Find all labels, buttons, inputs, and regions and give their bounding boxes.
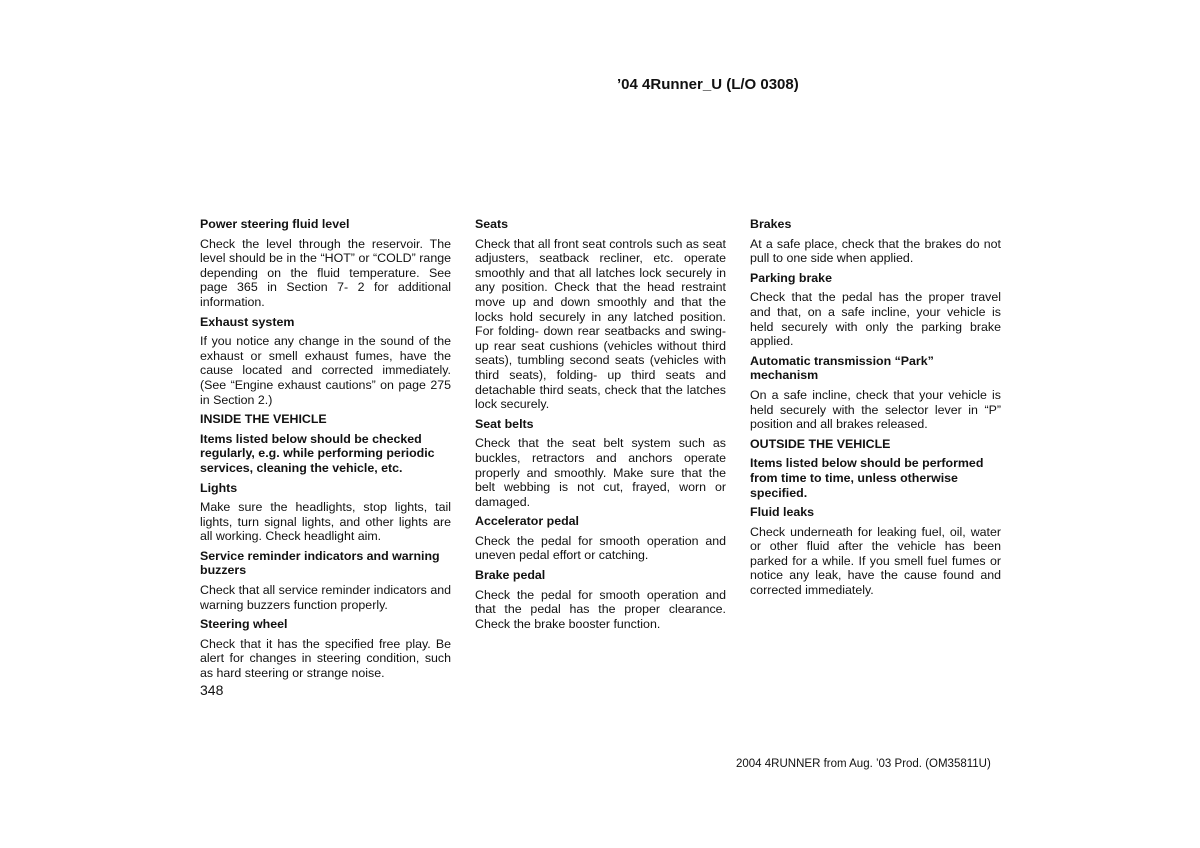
section-paragraph: At a safe place, check that the brakes do not pull to one side when applied.	[750, 236, 1001, 266]
section-paragraph: Check that all front seat controls such as seat adjusters, seatback recliner, etc. operate smoothly and that all latches lock securely in any position. Check that the head restraint move up and down smoothly and that the locks hold securely in any latched position. For folding- down rear seatbacks and swing- up rear seat cushions (vehicles without third seats), tumbling second seats (vehicles with third seats), folding- up third seats and detachable third seats, check that the latches lock securely.	[475, 236, 726, 412]
section-heading: Seat belts	[475, 416, 534, 431]
section-paragraph: Check that the pedal has the proper travel and that, on a safe incline, your vehicle is held securely with only the parking brake applied.	[750, 290, 1001, 349]
page-number: 348	[200, 682, 224, 698]
section-heading: Fluid leaks	[750, 505, 815, 520]
section-heading: Accelerator pedal	[475, 514, 579, 529]
text-column-left	[200, 217, 451, 686]
section-paragraph: Check that it has the specified free play. Be alert for changes in steering condition, such as hard steering or strange noise.	[200, 636, 451, 681]
section-paragraph: Check the pedal for smooth operation and that the pedal has the proper clearance. Check the brake booster function.	[475, 587, 726, 631]
section-paragraph: Check the level through the reservoir. The level should be in the “HOT” or “COLD” range depending on the fluid temperature. See page 365 in Section 7- 2 for additional information.	[200, 236, 451, 309]
text-column-middle	[475, 217, 726, 636]
section-heading: Brake pedal	[475, 568, 546, 583]
section-paragraph: Check underneath for leaking fuel, oil, water or other fluid after the vehicle has been parked for a while. If you smell fuel fumes or notice any leak, have the cause found and corrected immediately.	[750, 524, 1001, 598]
section-paragraph: Check the pedal for smooth operation and uneven pedal effort or catching.	[475, 533, 726, 563]
section-heading: Automatic transmission “Park” mechanism	[750, 353, 934, 383]
section-paragraph: Check that all service reminder indicators and warning buzzers function properly.	[200, 583, 451, 612]
section-heading: Parking brake	[750, 270, 832, 285]
section-paragraph: If you notice any change in the sound of the exhaust or smell exhaust fumes, have the cause located and corrected immediately. (See “Engine exhaust cautions” on page 275 in Section 2.)	[200, 334, 451, 407]
section-heading: Power steering fluid level	[200, 217, 350, 231]
document-footer: 2004 4RUNNER from Aug. ’03 Prod. (OM35811U)	[736, 758, 991, 770]
section-heading: Items listed below should be performed from time to time, unless otherwise specified.	[750, 456, 984, 500]
section-paragraph: Check that the seat belt system such as buckles, retractors and anchors operate properly and smoothly. Make sure that the belt webbing is not cut, frayed, worn or damaged.	[475, 436, 726, 509]
section-heading: Steering wheel	[200, 617, 288, 632]
section-heading: OUTSIDE THE VEHICLE	[750, 436, 891, 451]
section-paragraph: On a safe incline, check that your vehicle is held securely with the selector lever in “P” position and all brakes released.	[750, 387, 1001, 432]
section-heading: Brakes	[750, 217, 792, 231]
section-heading: Exhaust system	[200, 314, 295, 329]
section-heading: Service reminder indicators and warning buzzers	[200, 548, 440, 578]
section-paragraph: Make sure the headlights, stop lights, tail lights, turn signal lights, and other lights are all working. Check headlight aim.	[200, 500, 451, 544]
section-heading: INSIDE THE VEHICLE	[200, 412, 327, 427]
section-heading: Items listed below should be checked regularly, e.g. while performing periodic services, cleaning the vehicle, etc.	[200, 431, 435, 475]
section-heading: Seats	[475, 217, 509, 231]
document-header: ’04 4Runner_U (L/O 0308)	[617, 76, 799, 93]
section-heading: Lights	[200, 480, 238, 495]
text-column-right	[750, 217, 1001, 603]
